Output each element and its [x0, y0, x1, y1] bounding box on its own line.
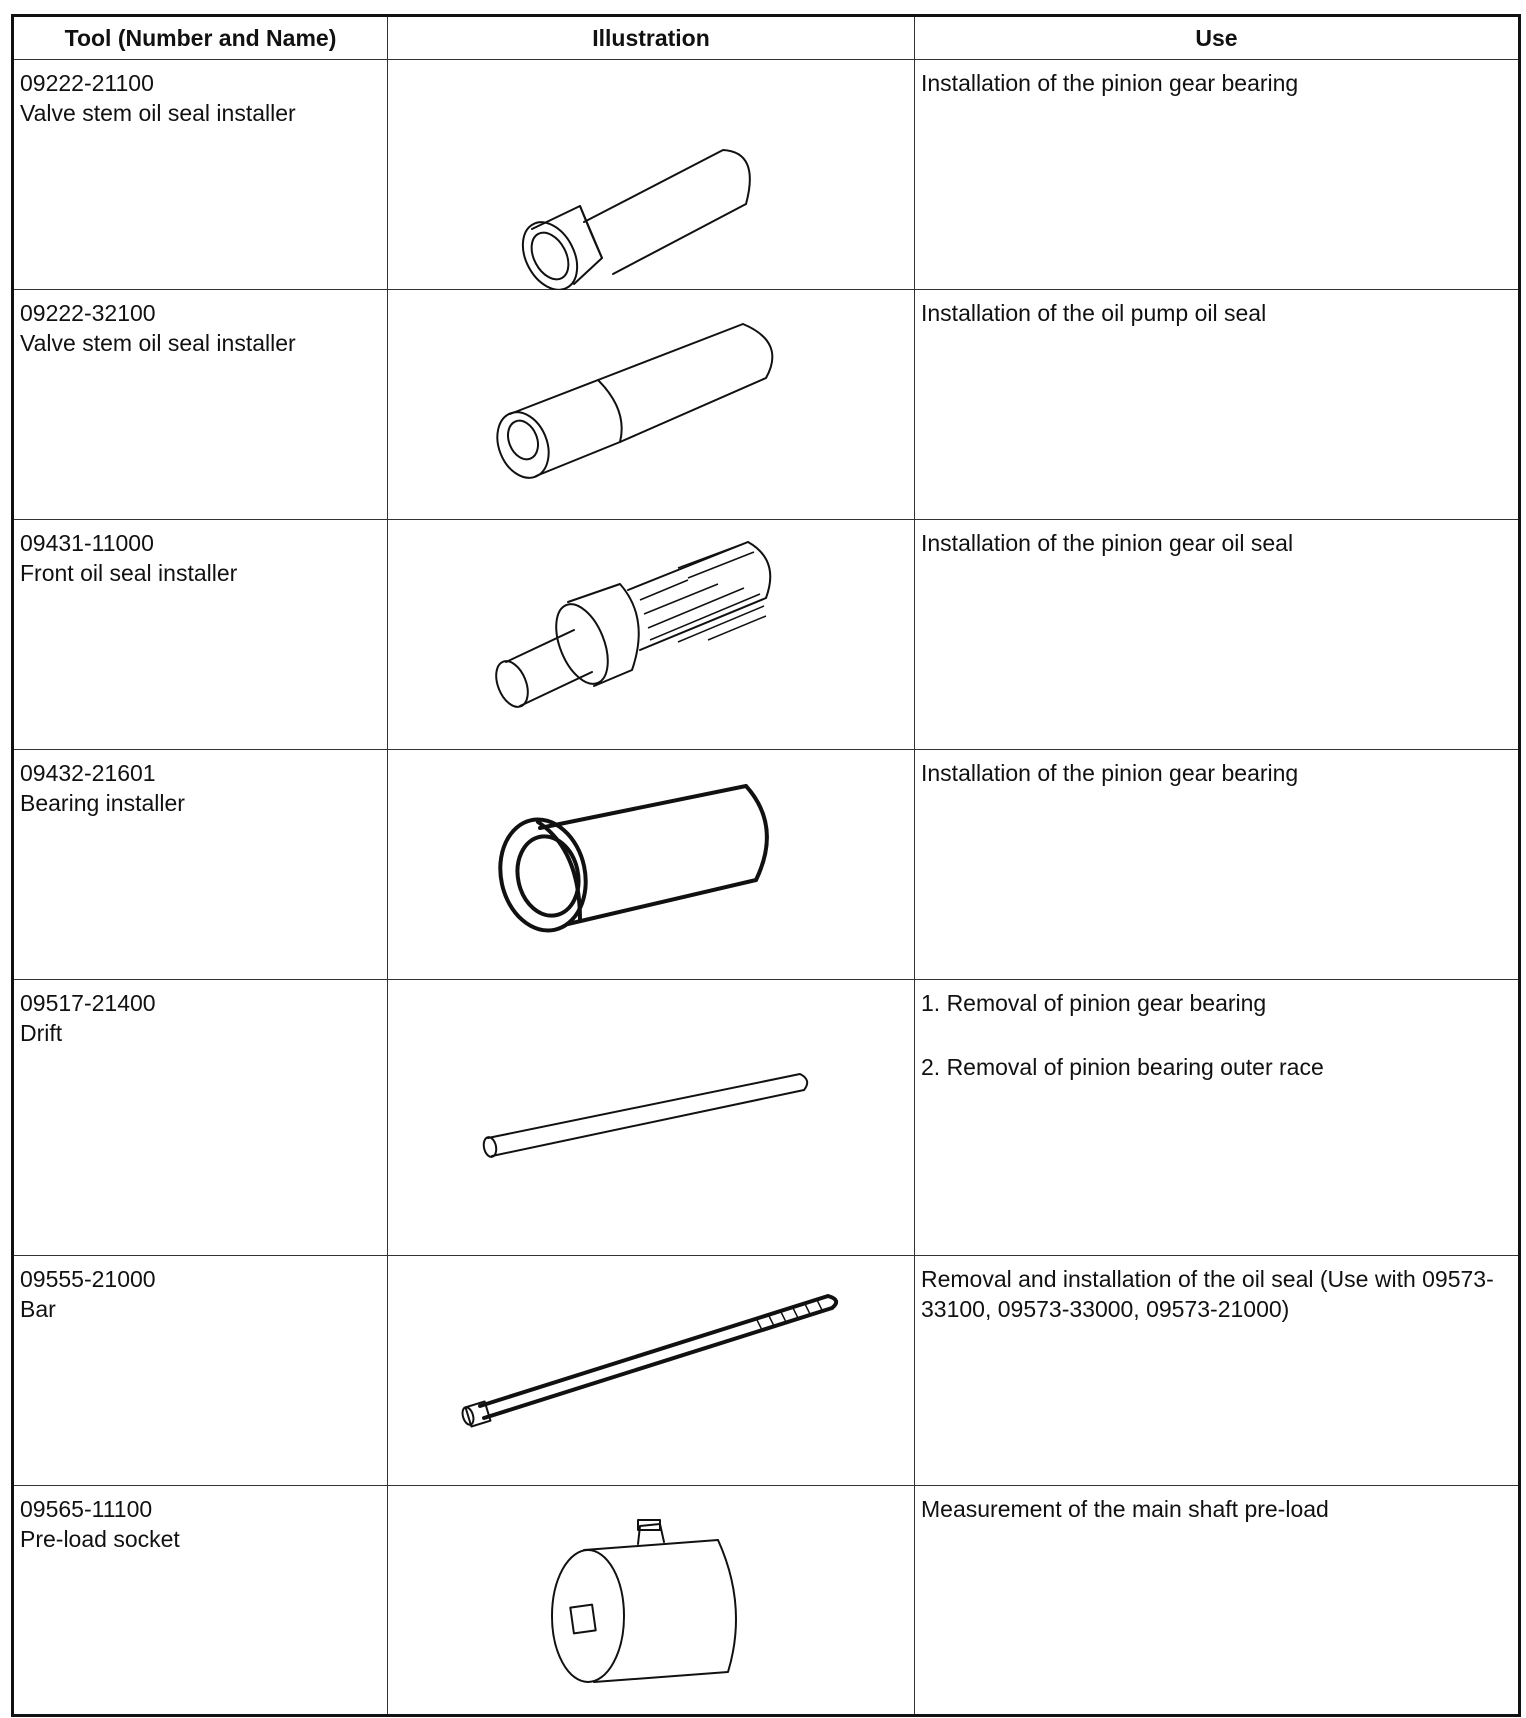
tool-number: 09517-21400: [20, 990, 156, 1016]
valve-stem-installer-long-icon: [388, 290, 915, 520]
header-row: [13, 16, 1520, 60]
table-row: [13, 60, 1520, 290]
use-cell: [915, 1486, 1520, 1716]
tool-cell: [13, 1256, 388, 1486]
tool-number: 09222-32100: [20, 300, 156, 326]
use-text: Installation of the pinion gear bearing: [921, 70, 1299, 96]
preload-socket-icon: [388, 1486, 915, 1716]
tool-number: 09432-21601: [20, 760, 156, 786]
header-illustration: Illustration: [388, 16, 915, 60]
use-cell: [915, 980, 1520, 1256]
use-text: Measurement of the main shaft pre-load: [921, 1496, 1329, 1522]
tool-name: Valve stem oil seal installer: [20, 100, 296, 126]
tool-name: Bearing installer: [20, 790, 185, 816]
use-text: Installation of the pinion gear oil seal: [921, 530, 1294, 556]
illustration-cell: [388, 520, 915, 750]
tool-cell: [13, 520, 388, 750]
valve-stem-installer-short-icon: [388, 60, 915, 290]
table-row: [13, 980, 1520, 1256]
use-cell: [915, 520, 1520, 750]
use-text: Installation of the pinion gear bearing: [921, 760, 1299, 786]
tool-name: Front oil seal installer: [20, 560, 238, 586]
illustration-cell: [388, 1256, 915, 1486]
tool-cell: [13, 1486, 388, 1716]
illustration-cell: [388, 60, 915, 290]
tool-number: 09431-11000: [20, 530, 154, 556]
header-tool: Tool (Number and Name): [13, 16, 388, 60]
tool-cell: [13, 290, 388, 520]
table-row: [13, 1486, 1520, 1716]
special-tools-table: [11, 14, 1521, 1717]
tool-cell: [13, 60, 388, 290]
illustration-cell: [388, 1486, 915, 1716]
use-cell: [915, 290, 1520, 520]
use-text: 1. Removal of pinion gear bearing: [921, 990, 1267, 1016]
table-row: [13, 750, 1520, 980]
tool-cell: [13, 980, 388, 1256]
header-use: Use: [915, 16, 1520, 60]
table-row: [13, 290, 1520, 520]
tool-number: 09555-21000: [20, 1266, 156, 1292]
tool-name: Pre-load socket: [20, 1526, 180, 1552]
table-row: [13, 1256, 1520, 1486]
illustration-cell: [388, 290, 915, 520]
tool-name: Bar: [20, 1296, 56, 1322]
tool-number: 09565-11100: [20, 1496, 153, 1522]
drift-icon: [388, 980, 915, 1256]
tool-number: 09222-21100: [20, 70, 154, 96]
illustration-cell: [388, 750, 915, 980]
tool-cell: [13, 750, 388, 980]
table-row: [13, 520, 1520, 750]
use-cell: [915, 1256, 1520, 1486]
bearing-installer-icon: [388, 750, 915, 980]
use-cell: [915, 60, 1520, 290]
use-text: Installation of the oil pump oil seal: [921, 300, 1267, 326]
bar-icon: [388, 1256, 915, 1486]
front-oil-seal-installer-icon: [388, 520, 915, 750]
tool-name: Drift: [20, 1020, 63, 1046]
use-cell: [915, 750, 1520, 980]
illustration-cell: [388, 980, 915, 1256]
tool-name: Valve stem oil seal installer: [20, 330, 296, 356]
use-text: 2. Removal of pinion bearing outer race: [921, 1054, 1324, 1080]
use-text: Removal and installation of the oil seal (Use with 09573-33100, 09573-33000, 09573-21000): [921, 1266, 1494, 1322]
